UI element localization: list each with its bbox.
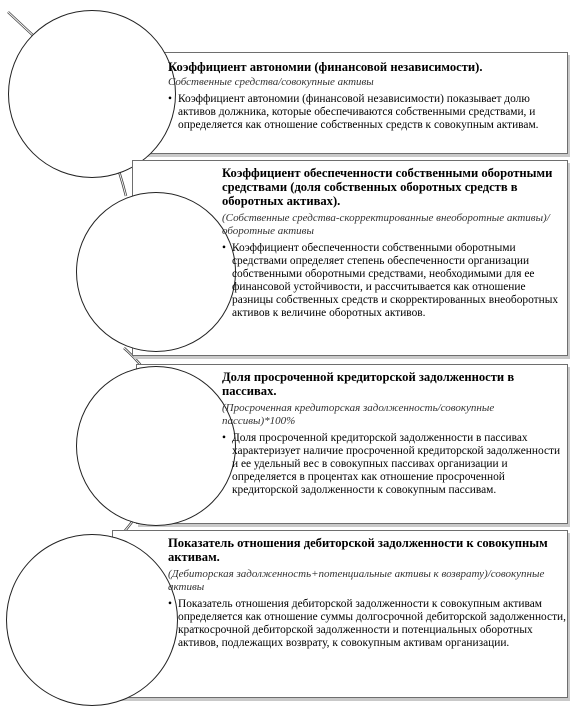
indicator-description-text-2: Коэффициент обеспеченности собственными оборотными средствами определяет степень обеспеченности организации собственными оборотными средствами, необходимыми для ее финансовой устойчивости, и рассчитывается как отношение разницы собственных средств и скорректированных внеоборотных активов к величине оборотных активов.	[232, 242, 559, 319]
indicator-description-1	[168, 93, 566, 132]
indicator-formula-4: (Дебиторская задолженность+потенциальные активы к возврату)/совокупные активы	[168, 568, 545, 593]
bullet-icon: •	[222, 432, 226, 444]
bullet-icon: •	[168, 93, 172, 105]
indicator-title-3: Доля просроченной кредиторской задолженности в пассивах.	[222, 370, 515, 398]
indicator-description-2	[222, 242, 564, 320]
indicator-description-4	[168, 598, 566, 650]
indicator-formula-3: (Просроченная кредиторская задолженность/совокупные пассивы)*100%	[222, 402, 495, 427]
indicator-description-text-1: Коэффициент автономии (финансовой независимости) показывает долю активов должника, которые обеспечиваются собственными средствами, и определяется как отношение собственных средств к совокупным активам.	[178, 93, 539, 131]
indicator-formula-2: (Собственные средства-скорректированные внеоборотные активы)/оборотные активы	[222, 212, 550, 237]
indicator-circle-3	[76, 366, 236, 526]
indicator-circle-4	[6, 534, 178, 706]
indicator-circle-1	[8, 10, 176, 178]
indicator-title-2: Коэффициент обеспеченности собственными оборотными средствами (доля собственных оборотных средств в оборотных активах).	[222, 166, 553, 208]
indicator-content-1	[168, 60, 566, 132]
bullet-icon: •	[222, 242, 226, 254]
indicator-content-3	[222, 370, 564, 497]
indicator-content-4	[168, 536, 566, 650]
indicator-description-text-3: Доля просроченной кредиторской задолженности в пассивах характеризует наличие просроченной кредиторской задолженности и ее удельный вес в совокупных пассивах организации и определяется в процентах как отношение просроченной кредиторской задолженности к совокупным пассивам.	[232, 432, 561, 496]
bullet-icon: •	[168, 598, 172, 610]
indicator-description-3	[222, 432, 564, 497]
indicator-title-4: Показатель отношения дебиторской задолженности к совокупным активам.	[168, 536, 548, 564]
indicator-formula-1: Собственные средства/совокупные активы	[168, 76, 374, 88]
indicator-title-1: Коэффициент автономии (финансовой независимости).	[168, 60, 483, 74]
indicator-description-text-4: Показатель отношения дебиторской задолженности к совокупным активам определяется как отношение суммы долгосрочной дебиторской задолженности, краткосрочной дебиторской задолженности и потенциальных оборотных активов, подлежащих возврату, к совокупным активам организации.	[178, 598, 567, 649]
indicator-content-2	[222, 166, 564, 320]
indicator-circle-2	[76, 192, 236, 352]
